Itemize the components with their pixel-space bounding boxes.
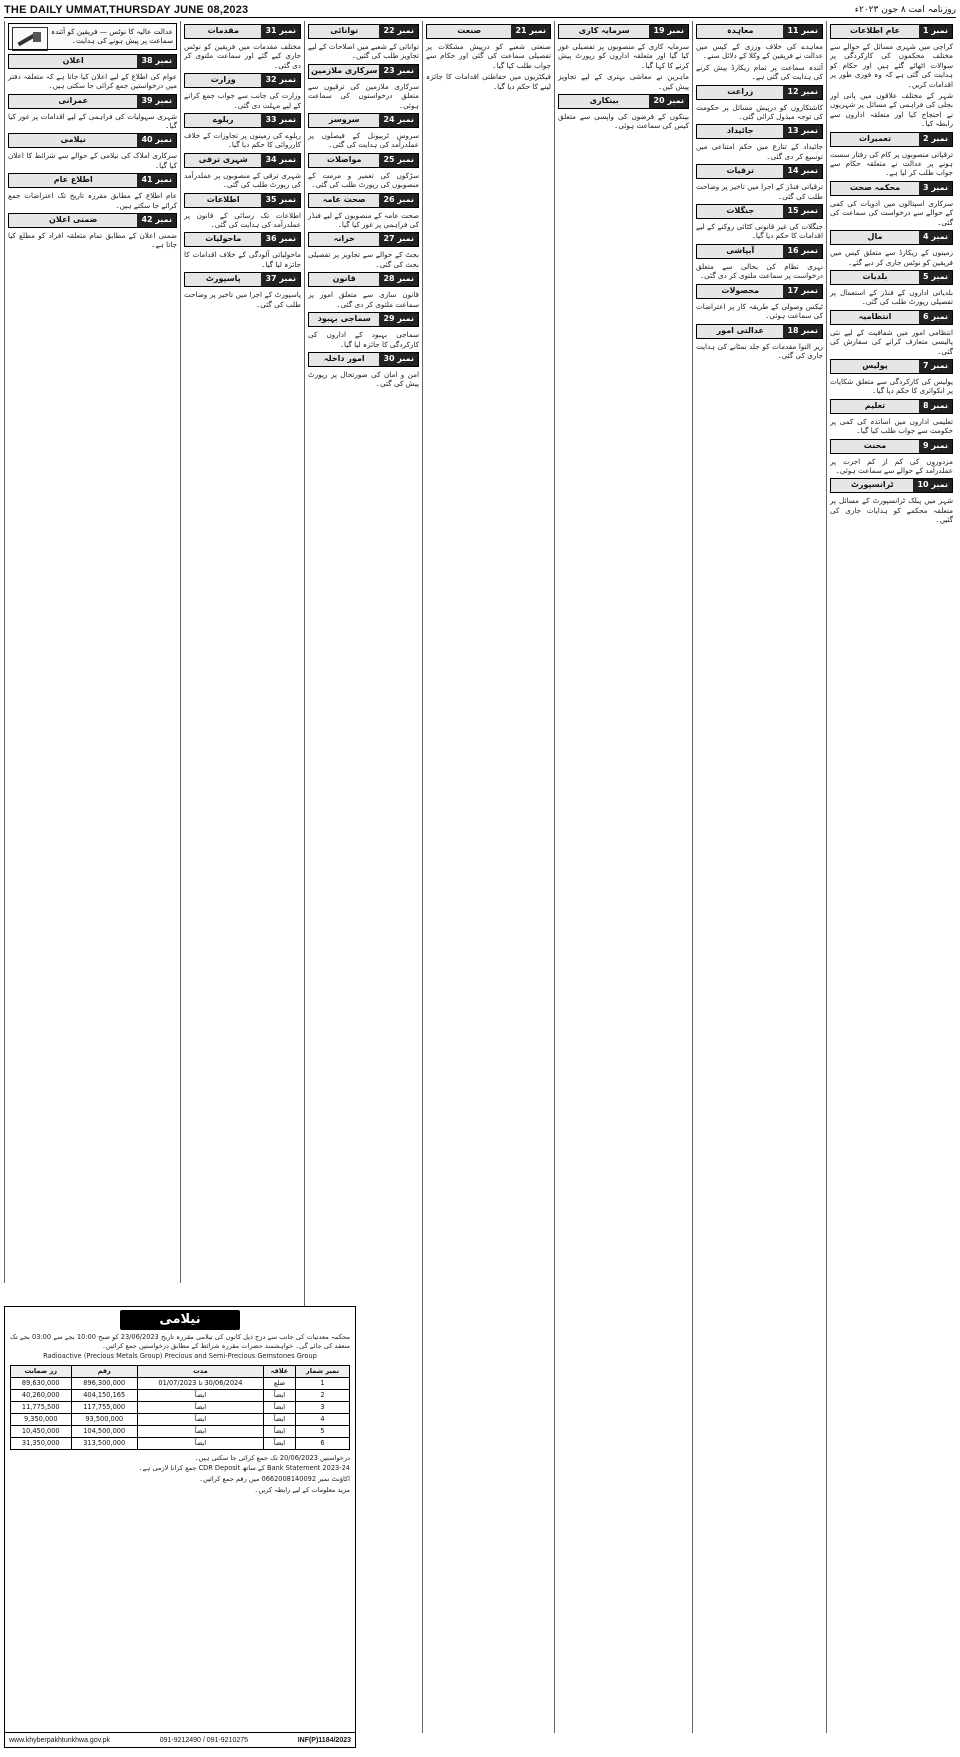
section-header	[308, 352, 419, 367]
section-paragraph: پاسپورٹ کے اجرا میں تاخیر پر وضاحت طلب کی گئی۔	[184, 290, 301, 309]
section-number: نمبر 7	[919, 360, 952, 373]
section-paragraph: ماہرین نے معاشی بہتری کے لیے تجاویز پیش کیں۔	[558, 72, 689, 91]
section-number: نمبر 34	[261, 154, 300, 167]
table-cell: ایضاً	[263, 1437, 295, 1449]
section-number: نمبر 28	[379, 273, 418, 286]
section-paragraph: جنگلات کی غیر قانونی کٹائی روکنے کے لیے اقدامات کا حکم دیا گیا۔	[696, 222, 823, 241]
section-header	[308, 193, 419, 208]
tender-col-header: علاقہ	[263, 1365, 295, 1377]
tender-term: مزید معلومات کے لیے رابطہ کریں۔	[254, 1485, 350, 1494]
section-number: نمبر 26	[379, 194, 418, 207]
section-title: شہری ترقی	[185, 154, 261, 167]
section-number: نمبر 1	[919, 25, 952, 38]
section-number: نمبر 32	[261, 74, 300, 87]
table-cell: ایضاً	[137, 1389, 263, 1401]
section-number: نمبر 19	[649, 25, 688, 38]
section-title: قانون	[309, 273, 379, 286]
section-header	[308, 312, 419, 327]
table-cell: ایضاً	[263, 1389, 295, 1401]
table-cell: 93,500,000	[71, 1413, 137, 1425]
tender-table	[10, 1365, 350, 1450]
tender-term: اکاؤنٹ نمبر 0662008140092 میں رقم جمع کرائیں۔	[199, 1474, 350, 1483]
section-paragraph: سڑکوں کی تعمیر و مرمت کے منصوبوں کی رپورٹ طلب کی گئی۔	[308, 170, 419, 190]
section-header	[8, 54, 177, 69]
section-paragraph: ریلوے کی زمینوں پر تجاوزات کے خلاف کارروائی کا حکم دیا گیا۔	[184, 131, 301, 150]
section-title: عام اطلاعات	[831, 25, 919, 38]
tender-col-header: رقم	[71, 1365, 137, 1377]
section-header	[696, 124, 823, 139]
section-paragraph: زیر التوا مقدمات کو جلد نمٹانے کی ہدایت جاری کی گئی۔	[696, 341, 823, 360]
table-cell: 1	[296, 1377, 350, 1389]
masthead	[4, 3, 956, 18]
section-header	[830, 181, 953, 196]
tender-col-header: زر ضمانت	[11, 1365, 72, 1377]
section-number: نمبر 40	[137, 134, 176, 147]
section-number: نمبر 6	[919, 311, 952, 324]
section-title: سروسز	[309, 114, 379, 127]
section-header	[830, 270, 953, 285]
section-title: زراعت	[697, 86, 783, 99]
section-number: نمبر 15	[783, 205, 822, 218]
section-header	[830, 310, 953, 325]
section-header	[696, 324, 823, 339]
section-paragraph: انتظامی امور میں شفافیت کے لیے نئی پالیسی متعارف کرانے کی سفارش کی گئی۔	[830, 327, 953, 356]
section-header	[308, 64, 419, 79]
section-title: محصولات	[697, 285, 783, 298]
table-cell: 3	[296, 1401, 350, 1413]
section-title: اعلان	[9, 55, 137, 68]
section-header	[830, 359, 953, 374]
table-cell: ایضاً	[137, 1413, 263, 1425]
section-paragraph: صنعتی شعبے کو درپیش مشکلات پر تفصیلی سماعت کی گئی اور حکام سے جواب طلب کیا گیا۔	[426, 42, 551, 70]
table-cell: 313,500,000	[71, 1437, 137, 1449]
section-number: نمبر 14	[783, 165, 822, 178]
section-header	[184, 24, 301, 39]
section-title: تعلیم	[831, 400, 919, 413]
section-number: نمبر 22	[379, 25, 418, 38]
section-number: نمبر 29	[379, 313, 418, 326]
section-title: بلدیات	[831, 271, 919, 284]
tender-phones: 091-9212490 / 091-9210275	[159, 1736, 249, 1744]
section-header	[830, 24, 953, 39]
tender-term: Bank Statement 2023-24 کے ساتھ CDR Deposit جمع کرانا لازمی ہے۔	[138, 1464, 350, 1473]
section-header	[8, 213, 177, 228]
section-title: وزارت	[185, 74, 261, 87]
section-header	[830, 478, 953, 493]
section-number: نمبر 16	[783, 245, 822, 258]
section-paragraph: ماحولیاتی آلودگی کے خلاف اقدامات کا جائزہ لیا گیا۔	[184, 250, 301, 269]
section-number: نمبر 33	[261, 114, 300, 127]
section-paragraph: کراچی میں شہری مسائل کے حوالے سے مختلف محکموں کی کارکردگی پر سوالات اٹھائے گئے ہیں اور حکام کو ہدایت کی گئی ہے کہ وہ فوری طور پر اقدامات کریں۔	[830, 42, 953, 89]
section-header	[830, 399, 953, 414]
section-number: نمبر 4	[919, 231, 952, 244]
table-cell: 9,350,000	[11, 1413, 72, 1425]
section-number: نمبر 13	[783, 125, 822, 138]
section-header	[8, 94, 177, 109]
column-7	[4, 21, 180, 1283]
section-header	[830, 230, 953, 245]
section-number: نمبر 9	[919, 440, 952, 453]
table-row	[11, 1437, 350, 1449]
table-row	[11, 1425, 350, 1437]
section-number: نمبر 23	[379, 65, 418, 78]
table-cell: ایضاً	[263, 1401, 295, 1413]
column-6	[180, 21, 304, 1283]
section-paragraph: شہر میں پبلک ٹرانسپورٹ کے مسائل پر متعلقہ محکمے کو ہدایات جاری کی گئیں۔	[830, 496, 953, 525]
section-header	[558, 24, 689, 39]
tender-footer	[5, 1732, 355, 1747]
table-cell: 896,300,000	[71, 1377, 137, 1389]
section-paragraph: سرکاری اسپتالوں میں ادویات کی کمی کے حوالے سے درخواست کی سماعت کی گئی۔	[830, 198, 953, 227]
section-title: عمرانی	[9, 95, 137, 108]
section-header	[308, 113, 419, 128]
section-header	[308, 153, 419, 168]
tender-notice	[4, 1306, 356, 1748]
court-notice-box	[8, 23, 177, 50]
section-title: توانائی	[309, 25, 379, 38]
table-row	[11, 1389, 350, 1401]
section-paragraph: کاشتکاروں کو درپیش مسائل پر حکومت کی توجہ مبذول کرائی گئی۔	[696, 102, 823, 122]
section-number: نمبر 17	[783, 285, 822, 298]
section-title: خزانہ	[309, 233, 379, 246]
section-title: صحت عامہ	[309, 194, 379, 207]
section-number: نمبر 20	[649, 95, 688, 108]
section-paragraph: سروس ٹربیونل کے فیصلوں پر عملدرآمد کی ہدایت کی گئی۔	[308, 131, 419, 150]
table-cell: 117,755,000	[71, 1401, 137, 1413]
tender-ref: INF(P)1184/2023	[297, 1736, 351, 1744]
section-header	[184, 113, 301, 128]
section-paragraph: عوام کی اطلاع کے لیے اعلان کیا جاتا ہے کہ متعلقہ دفتر میں درخواستیں جمع کرائی جا سکتی ہیں۔	[8, 71, 177, 91]
section-paragraph: بینکوں کے قرضوں کی واپسی سے متعلق کیس کی سماعت ہوئی۔	[558, 112, 689, 131]
section-title: آبپاشی	[697, 245, 783, 258]
section-paragraph: آئندہ سماعت پر تمام ریکارڈ پیش کرنے کی ہدایت کی گئی ہے۔	[696, 62, 823, 82]
section-number: نمبر 5	[919, 271, 952, 284]
tender-terms	[5, 1454, 355, 1494]
section-title: مقدمات	[185, 25, 261, 38]
section-header	[8, 133, 177, 148]
section-number: نمبر 36	[261, 233, 300, 246]
section-header	[184, 153, 301, 168]
section-paragraph: تعلیمی اداروں میں اساتذہ کی کمی پر حکومت سے جواب طلب کیا گیا۔	[830, 416, 953, 436]
section-header	[308, 24, 419, 39]
section-paragraph: جائیداد کے تنازع میں حکم امتناعی میں توسیع کر دی گئی۔	[696, 142, 823, 161]
section-number: نمبر 30	[379, 353, 418, 366]
section-paragraph: شہر کے مختلف علاقوں میں پانی اور بجلی کی فراہمی کے مسائل پر شہریوں نے احتجاج کیا اور متعلقہ اداروں سے رابطہ کیا۔	[830, 91, 953, 129]
section-title: اطلاع عام	[9, 174, 137, 187]
table-cell: 10,450,000	[11, 1425, 72, 1437]
section-number: نمبر 18	[783, 325, 822, 338]
section-title: مال	[831, 231, 919, 244]
section-title: انتظامیہ	[831, 311, 919, 324]
section-paragraph: معاہدے کی خلاف ورزی کے کیس میں عدالت نے فریقین کے وکلا کے دلائل سنے۔	[696, 42, 823, 61]
section-paragraph: سرکاری املاک کی نیلامی کے حوالے سے شرائط کا اعلان کیا گیا۔	[8, 151, 177, 170]
section-title: جنگلات	[697, 205, 783, 218]
section-number: نمبر 42	[137, 214, 176, 227]
section-title: ضمنی اعلان	[9, 214, 137, 227]
section-paragraph: توانائی کے شعبے میں اصلاحات کے لیے تجاویز طلب کی گئیں۔	[308, 42, 419, 61]
table-cell: 89,630,000	[11, 1377, 72, 1389]
section-paragraph: صحت عامہ کے منصوبوں کے لیے فنڈز کی فراہمی پر غور کیا گیا۔	[308, 210, 419, 230]
section-title: عدالتی امور	[697, 325, 783, 338]
table-cell: ایضاً	[263, 1413, 295, 1425]
table-cell: 11,775,500	[11, 1401, 72, 1413]
section-title: جائیداد	[697, 125, 783, 138]
table-cell: 31,350,000	[11, 1437, 72, 1449]
table-cell: 4	[296, 1413, 350, 1425]
section-paragraph: ضمنی اعلان کے مطابق تمام متعلقہ افراد کو مطلع کیا جاتا ہے۔	[8, 231, 177, 250]
section-header	[184, 232, 301, 247]
tender-intro: محکمہ معدنیات کی جانب سے درج ذیل کانوں کی نیلامی مقررہ تاریخ 23/06/2023 کو صبح 10:00 بجے سے 03:00 بجے تک منعقد کی جائے گی۔ خواہشمند حضرات مقررہ شرائط کے مطابق درخواستیں جمع کرائیں۔	[10, 1333, 350, 1350]
section-number: نمبر 12	[783, 86, 822, 99]
section-header	[8, 173, 177, 188]
section-number: نمبر 11	[783, 25, 822, 38]
section-header	[696, 85, 823, 100]
masthead-urdu-date: روزنامہ امت ۸ جون ۲۰۲۳ء	[854, 5, 956, 15]
section-number: نمبر 8	[919, 400, 952, 413]
section-header	[696, 164, 823, 179]
section-header	[696, 244, 823, 259]
section-paragraph: سماجی بہبود کے اداروں کی کارکردگی کا جائزہ لیا گیا۔	[308, 330, 419, 349]
table-row	[11, 1413, 350, 1425]
section-paragraph: مزدوروں کی کم از کم اجرت پر عملدرآمد کے حوالے سے سماعت ہوئی۔	[830, 456, 953, 475]
section-paragraph: ٹیکس وصولی کے طریقہ کار پر اعتراضات کی سماعت ہوئی۔	[696, 301, 823, 321]
section-paragraph: بجٹ کے حوالے سے تجاویز پر تفصیلی بحث کی گئی۔	[308, 250, 419, 269]
section-number: نمبر 39	[137, 95, 176, 108]
section-paragraph: شہری ترقی کے منصوبوں پر عملدرآمد کی رپورٹ طلب کی گئی۔	[184, 170, 301, 190]
gavel-icon	[12, 27, 48, 51]
section-header	[308, 232, 419, 247]
section-title: نیلامی	[9, 134, 137, 147]
section-paragraph: امن و امان کی صورتحال پر رپورٹ پیش کی گئی۔	[308, 369, 419, 389]
section-title: ترقیات	[697, 165, 783, 178]
table-cell: 104,500,000	[71, 1425, 137, 1437]
section-paragraph: عام اطلاع کے مطابق مقررہ تاریخ تک اعتراضات جمع کرائے جا سکتے ہیں۔	[8, 191, 177, 210]
section-title: ٹرانسپورٹ	[831, 479, 913, 492]
table-cell: 6	[296, 1437, 350, 1449]
table-row	[11, 1401, 350, 1413]
section-title: امور داخلہ	[309, 353, 379, 366]
table-cell: 30/06/2024 تا 01/07/2023	[137, 1377, 263, 1389]
section-header	[830, 439, 953, 454]
section-header	[308, 272, 419, 287]
tender-term: درخواستیں 20/06/2023 تک جمع کرائی جا سکتی ہیں۔	[194, 1453, 350, 1462]
column-4	[422, 21, 554, 1733]
section-header	[184, 73, 301, 88]
section-paragraph: سرمایہ کاری کے منصوبوں پر تفصیلی غور کیا گیا اور متعلقہ اداروں کو رپورٹ پیش کرنے کا کہا گیا۔	[558, 42, 689, 70]
section-paragraph: فیکٹریوں میں حفاظتی اقدامات کا جائزہ لینے کا حکم دیا گیا۔	[426, 72, 551, 91]
table-cell: ایضاً	[137, 1437, 263, 1449]
tender-website: www.khyberpakhtunkhwa.gov.pk	[9, 1736, 111, 1744]
section-number: نمبر 25	[379, 154, 418, 167]
table-row	[11, 1377, 350, 1389]
table-cell: ایضاً	[137, 1401, 263, 1413]
column-1	[826, 21, 956, 1733]
section-paragraph: مختلف مقدمات میں فریقین کو نوٹس جاری کیے گئے اور سماعت ملتوی کر دی گئی۔	[184, 42, 301, 70]
table-cell: 2	[296, 1389, 350, 1401]
section-title: تعمیرات	[831, 133, 919, 146]
section-number: نمبر 24	[379, 114, 418, 127]
section-paragraph: ترقیاتی منصوبوں پر کام کی رفتار سست ہونے پر عدالت نے متعلقہ حکام سے جواب طلب کر لیا ہے۔	[830, 149, 953, 178]
section-paragraph: قانون سازی سے متعلق امور پر سماعت ملتوی کر دی گئی۔	[308, 290, 419, 309]
tender-col-header: مدت	[137, 1365, 263, 1377]
tender-table-header	[11, 1365, 350, 1377]
section-number: نمبر 27	[379, 233, 418, 246]
section-number: نمبر 37	[261, 273, 300, 286]
section-number: نمبر 35	[261, 194, 300, 207]
section-paragraph: شہری سہولیات کی فراہمی کے لیے اقدامات پر غور کیا گیا۔	[8, 111, 177, 131]
section-number: نمبر 21	[511, 25, 550, 38]
section-header	[696, 284, 823, 299]
section-paragraph: پولیس کی کارکردگی سے متعلق شکایات پر انکوائری کا حکم دیا گیا۔	[830, 376, 953, 396]
section-title: اطلاعات	[185, 194, 261, 207]
section-title: بینکاری	[559, 95, 649, 108]
table-cell: 404,150,165	[71, 1389, 137, 1401]
table-cell: ضلع	[263, 1377, 295, 1389]
section-title: معاہدہ	[697, 25, 783, 38]
column-2	[692, 21, 826, 1733]
section-paragraph: نہری نظام کی بحالی سے متعلق درخواست پر سماعت ملتوی کر دی گئی۔	[696, 261, 823, 281]
section-number: نمبر 31	[261, 25, 300, 38]
section-header	[696, 24, 823, 39]
section-title: پولیس	[831, 360, 919, 373]
section-header	[426, 24, 551, 39]
table-cell: ایضاً	[137, 1425, 263, 1437]
tender-mid-text: Radioactive (Precious Metals Group) Precious and Semi-Precious Gemstones Group	[43, 1352, 317, 1361]
section-paragraph: سرکاری ملازمین کی ترقیوں سے متعلق درخواستوں کی سماعت ہوئی۔	[308, 81, 419, 110]
table-cell: ایضاً	[263, 1425, 295, 1437]
section-number: نمبر 2	[919, 133, 952, 146]
section-title: پاسپورٹ	[185, 273, 261, 286]
section-title: سرمایہ کاری	[559, 25, 649, 38]
section-title: ریلوے	[185, 114, 261, 127]
section-number: نمبر 10	[913, 479, 952, 492]
section-paragraph: وزارت کی جانب سے جواب جمع کرانے کے لیے مہلت دی گئی۔	[184, 91, 301, 110]
court-notice-text: عدالت عالیہ کا نوٹس — فریقین کو آئندہ سماعت پر پیش ہونے کی ہدایت۔	[51, 27, 173, 46]
table-cell: 40,260,000	[11, 1389, 72, 1401]
tender-col-header: نمبر شمار	[296, 1365, 350, 1377]
section-title: محکمہ صحت	[831, 182, 919, 195]
tender-table-body	[11, 1377, 350, 1449]
column-3	[554, 21, 692, 1733]
section-title: ماحولیات	[185, 233, 261, 246]
tender-heading: نیلامی	[120, 1310, 240, 1330]
section-paragraph: ترقیاتی فنڈز کے اجرا میں تاخیر پر وضاحت طلب کی گئی۔	[696, 182, 823, 201]
section-header	[558, 94, 689, 109]
section-title: مواصلات	[309, 154, 379, 167]
table-cell: 5	[296, 1425, 350, 1437]
section-paragraph: اطلاعات تک رسائی کے قانون پر عملدرآمد کی ہدایت کی گئی۔	[184, 210, 301, 230]
section-header	[696, 204, 823, 219]
section-number: نمبر 38	[137, 55, 176, 68]
section-title: سرکاری ملازمین	[309, 65, 379, 78]
section-paragraph: زمینوں کے ریکارڈ سے متعلق کیس میں فریقین کو نوٹس جاری کر دیے گئے۔	[830, 248, 953, 267]
section-paragraph: بلدیاتی اداروں کے فنڈز کے استعمال پر تفصیلی رپورٹ طلب کی گئی۔	[830, 287, 953, 307]
section-title: صنعت	[427, 25, 511, 38]
newspaper-page	[4, 21, 956, 1751]
section-number: نمبر 3	[919, 182, 952, 195]
section-title: سماجی بہبود	[309, 313, 379, 326]
section-number: نمبر 41	[137, 174, 176, 187]
section-title: محنت	[831, 440, 919, 453]
section-header	[830, 132, 953, 147]
masthead-title: THE DAILY UMMAT,THURSDAY JUNE 08,2023	[4, 4, 249, 16]
section-header	[184, 193, 301, 208]
section-header	[184, 272, 301, 287]
